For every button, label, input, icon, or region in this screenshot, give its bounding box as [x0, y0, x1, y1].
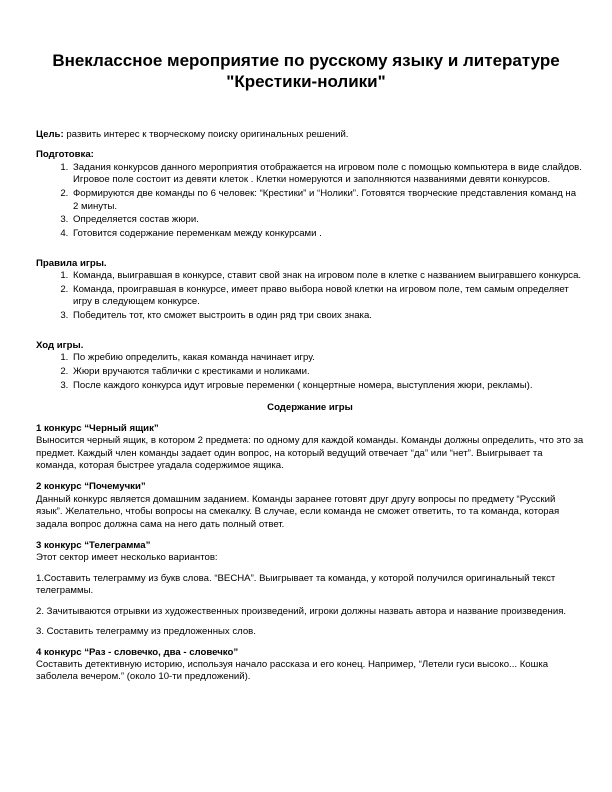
list-item: 3. Победитель тот, кто сможет выстроить в один ряд три своих знака.	[71, 310, 584, 322]
rules-heading: Правила игры.	[36, 257, 107, 269]
contest-3-text-4: 3. Составить телеграмму из предложенных слов.	[36, 626, 256, 638]
contest-1-heading: 1 конкурс “Черный ящик”	[36, 422, 159, 434]
contest-3-text-2: 1.Составить телеграмму из букв слова. “ВЕСНА”. Выигрывает та команда, у которой получился оригинальный текст телеграммы.	[36, 572, 556, 597]
list-item: 2. Жюри вручаются таблички с крестиками и ноликами.	[71, 366, 584, 378]
contest-2-text: Данный конкурс является домашним заданием. Команды заранее готовят друг другу вопросы по предмету “Русский язык”. Желательно, чтобы вопросы на смекалку. В случае, если команда не сможет ответить, то та команда, которая задала вопрос должна сама на него дать полный ответ.	[36, 493, 560, 530]
list-item: 1. Команда, выигравшая в конкурсе, ставит свой знак на игровом поле в клетке с названием выигравшего конкурса.	[71, 270, 584, 282]
list-item: 1. По жребию определить, какая команда начинает игру.	[71, 352, 584, 364]
prep-heading: Подготовка:	[36, 149, 94, 161]
rules-list	[36, 270, 584, 323]
contest-3-text-3: 2. Зачитываются отрывки из художественных произведений, игроки должны назвать автора и название произведения.	[36, 605, 567, 617]
goal-line	[36, 129, 584, 141]
list-item: 2. Формируются две команды по 6 человек: “Крестики” и “Нолики”. Готовятся творческие представления команд на 2 минуты.	[71, 188, 584, 213]
contest-1-text: Выносится черный ящик, в котором 2 предмета: по одному для каждой команды. Команды должны определить, что это за предмет. Каждый член команды задает один вопрос, на который ведущий отвечает “да” или “нет”. Выигрывает та команда, которая быстрее угадала содержимое ящика.	[36, 435, 584, 472]
contest-2-heading: 2 конкурс “Почемучки”	[36, 481, 146, 493]
content-heading: Содержание игры	[267, 402, 353, 414]
document-body	[36, 129, 584, 692]
list-item: 1. Задания конкурсов данного мероприятия отображается на игровом поле с помощью компьютера в виде слайдов. Игровое поле состоит из девяти клеток . Клетки номеруются и заполняются названиями девяти конкурсов.	[71, 162, 584, 187]
prep-list	[36, 162, 584, 241]
contest-3-heading: 3 конкурс “Телеграмма”	[36, 540, 151, 552]
contest-4-heading: 4 конкурс “Раз - словечко, два - словечко”	[36, 646, 239, 658]
goal-label: Цель:	[36, 129, 64, 140]
list-item: 3. После каждого конкурса идут игровые переменки ( концертные номера, выступления жюри, рекламы).	[71, 380, 584, 392]
goal-text: развить интерес к творческому поиску оригинальных решений.	[63, 129, 349, 140]
contest-3-text-1: Этот сектор имеет несколько вариантов:	[36, 552, 218, 564]
flow-list	[36, 352, 584, 392]
list-item: 2. Команда, проигравшая в конкурсе, имеет право выбора новой клетки на игровом поле, тем самым определяет игру в следующем конкурсе.	[71, 284, 584, 309]
flow-heading: Ход игры.	[36, 339, 84, 351]
contest-4-text: Составить детективную историю, используя начало рассказа и его конец. Например, “Летели гуси высоко... Кошка заболела вечером.” (около 10-ти предложений).	[36, 658, 549, 683]
document-title: Внеклассное мероприятие по русскому языку и литературе "Крестики-нолики"	[52, 51, 560, 91]
list-item: 4. Готовится содержание переменкам между конкурсами .	[71, 228, 584, 240]
list-item: 3. Определяется состав жюри.	[71, 214, 584, 226]
